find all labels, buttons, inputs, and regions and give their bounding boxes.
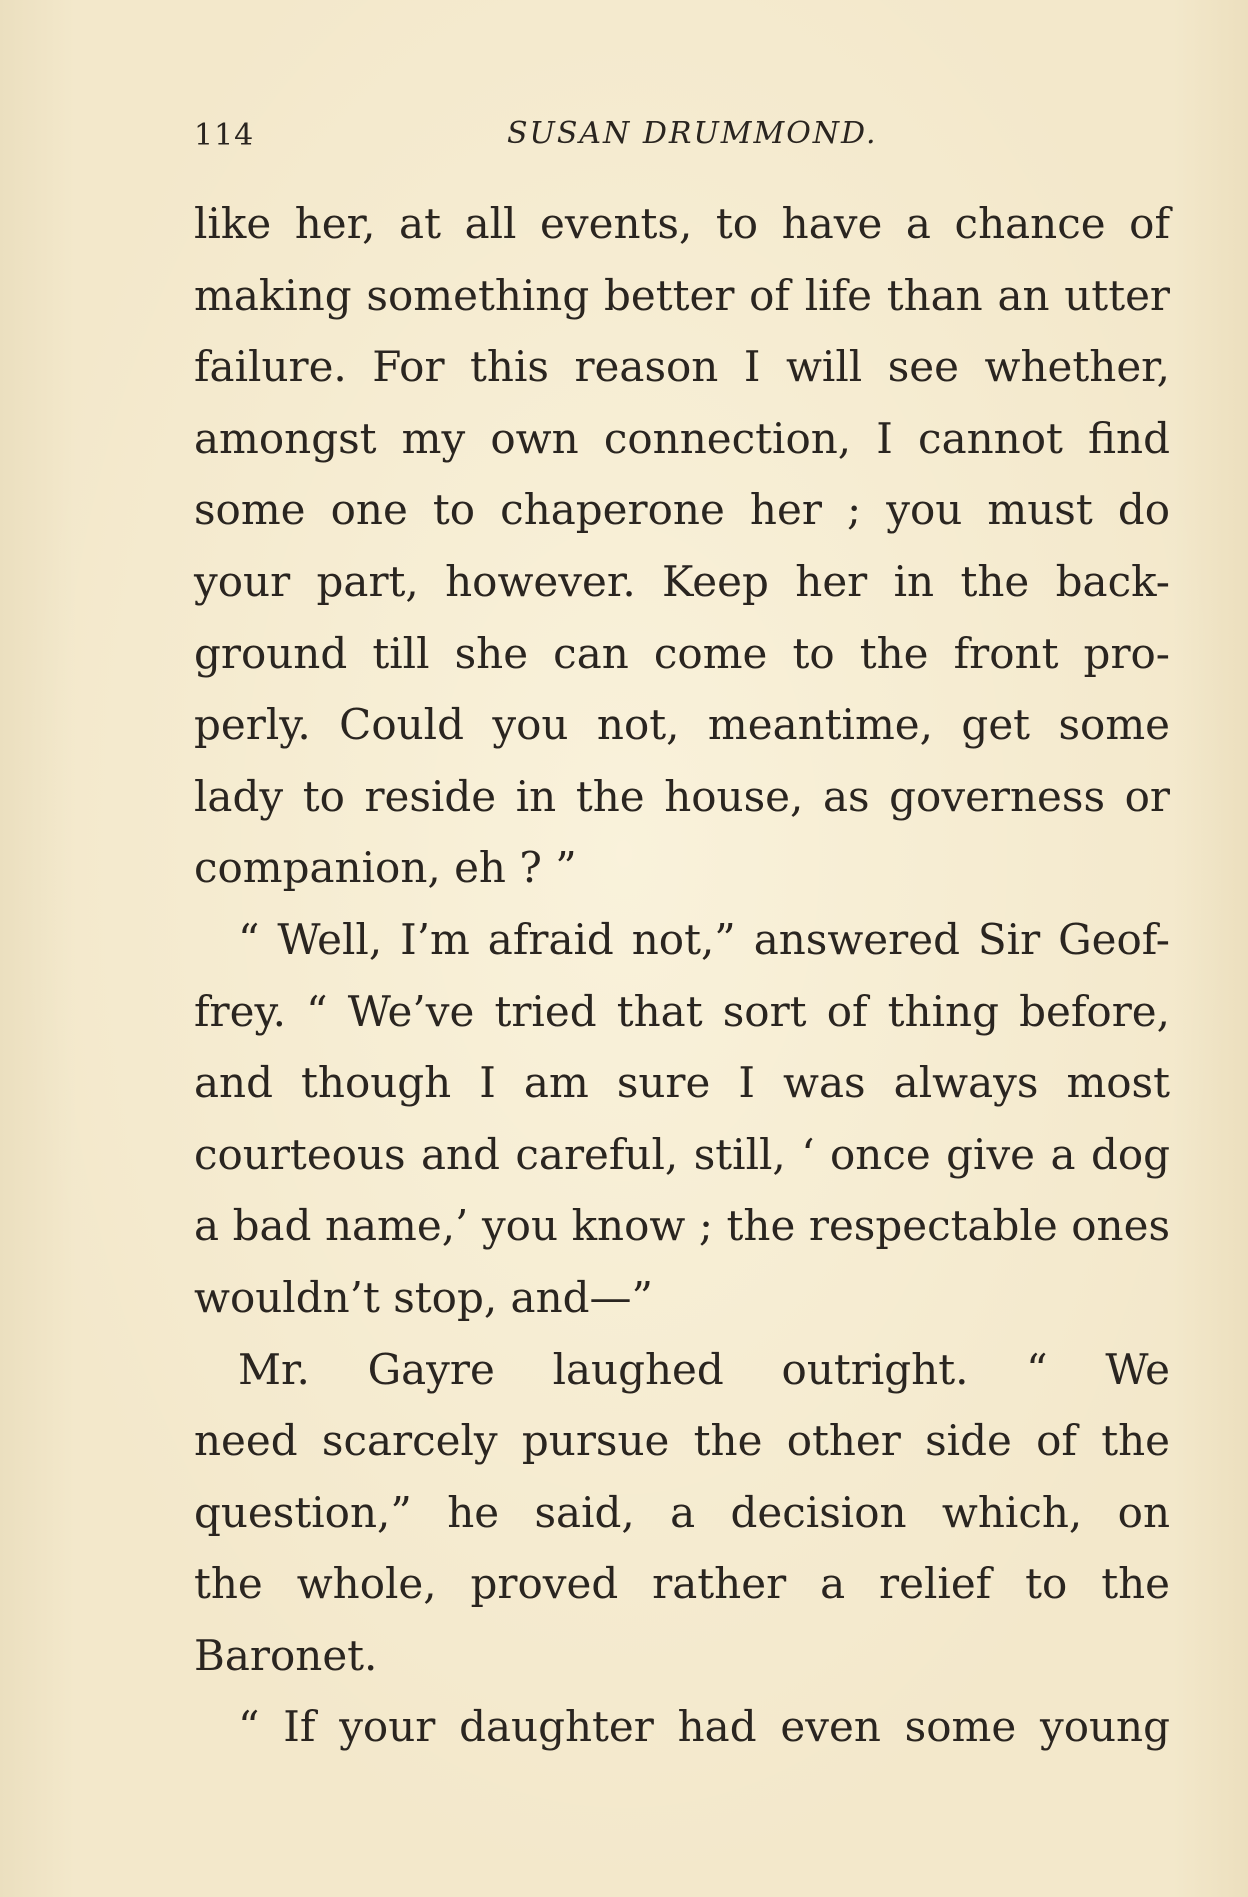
page-number: 114	[194, 118, 255, 153]
text-line: a bad name,’ you know ; the respectable ones	[194, 1201, 1170, 1251]
text-line: “ If your daughter had even some young	[238, 1702, 1170, 1752]
text-line: and though I am sure I was always most	[194, 1058, 1170, 1108]
running-title: SUSAN DRUMMOND.	[507, 116, 878, 151]
text-line: courteous and careful, still, ‘ once give a dog	[194, 1129, 1170, 1179]
text-line: your part, however. Keep her in the back-	[194, 556, 1170, 606]
text-line: companion, eh ? ”	[194, 843, 577, 893]
text-line: like her, at all events, to have a chance of	[194, 199, 1170, 248]
text-line: amongst my own connection, I cannot find	[194, 413, 1170, 463]
text-line: lady to reside in the house, as governess or	[194, 771, 1170, 821]
text-line: “ Well, I’m afraid not,” answered Sir Geof-	[238, 914, 1170, 964]
text-line: perly. Could you not, meantime, get some	[194, 700, 1170, 750]
body-text	[194, 188, 1170, 1763]
text-line: frey. “ We’ve tried that sort of thing before,	[194, 986, 1170, 1036]
text-line: failure. For this reason I will see whether,	[194, 342, 1170, 392]
text-line: Baronet.	[194, 1630, 378, 1680]
text-line: question,” he said, a decision which, on	[194, 1487, 1170, 1537]
text-line: the whole, proved rather a relief to the	[194, 1559, 1170, 1609]
text-line: making something better of life than an utter	[194, 270, 1170, 320]
text-line: Mr. Gayre laughed outright. “ We	[238, 1344, 1170, 1394]
text-line: ground till she can come to the front pro-	[194, 628, 1170, 678]
text-line: need scarcely pursue the other side of the	[194, 1416, 1170, 1466]
text-line: wouldn’t stop, and—”	[194, 1272, 653, 1322]
running-head	[194, 118, 1054, 158]
text-line: some one to chaperone her ; you must do	[194, 485, 1170, 535]
